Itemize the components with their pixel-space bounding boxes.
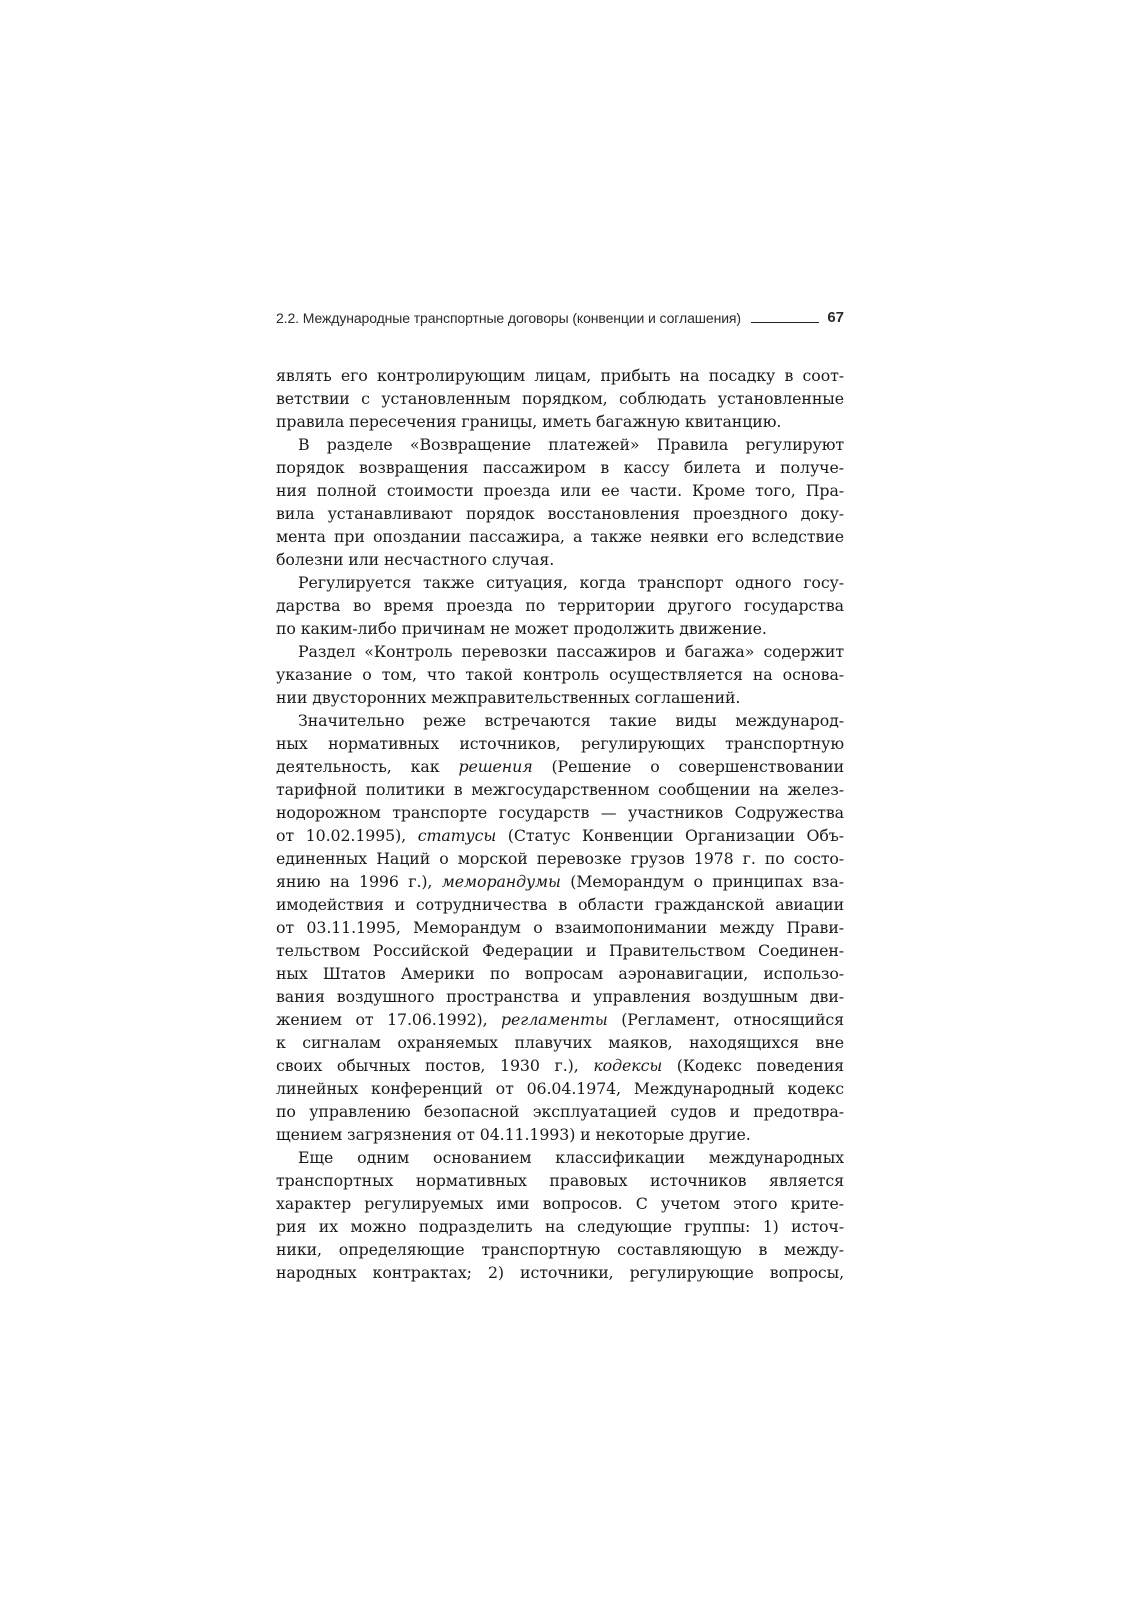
- text-line: [276, 364, 844, 387]
- text-segment: транспортных нормативных правовых источников является: [276, 1171, 844, 1190]
- text-segment: являть его контролирующим лицам, прибыть на посадку в соот-: [276, 366, 844, 385]
- text-line: [276, 525, 844, 548]
- text-line: [276, 893, 844, 916]
- text-line: [276, 732, 844, 755]
- text-line: [276, 433, 844, 456]
- text-line: [276, 824, 844, 847]
- text-segment: жением от 17.06.1992),: [276, 1010, 502, 1029]
- text-segment: по каким-либо причинам не может продолжить движение.: [276, 619, 767, 638]
- text-segment: указание о том, что такой контроль осуществляется на основа-: [276, 665, 844, 684]
- text-segment: от 03.11.1995, Меморандум о взаимопонимании между Прави-: [276, 918, 844, 937]
- text-segment: щением загрязнения от 04.11.1993) и некоторые другие.: [276, 1125, 751, 1144]
- text-segment: тельством Российской Федерации и Правительством Соединен-: [276, 941, 844, 960]
- running-header: [276, 304, 844, 326]
- text-line: [276, 1169, 844, 1192]
- text-line: [276, 686, 844, 709]
- text-line: [276, 594, 844, 617]
- text-line: [276, 1054, 844, 1077]
- text-segment: нодорожном транспорте государств — участников Содружества: [276, 803, 844, 822]
- text-line: [276, 778, 844, 801]
- text-segment: характер регулируемых ими вопросов. С учетом этого крите-: [276, 1194, 844, 1213]
- text-line: [276, 1192, 844, 1215]
- text-segment: ния полной стоимости проезда или ее части. Кроме того, Пра-: [276, 481, 844, 500]
- text-line: [276, 479, 844, 502]
- text-line: [276, 847, 844, 870]
- text-segment: болезни или несчастного случая.: [276, 550, 555, 569]
- text-segment: Еще одним основанием классификации международных: [298, 1148, 844, 1167]
- text-segment: единенных Наций о морской перевозке грузов 1978 г. по состо-: [276, 849, 844, 868]
- text-segment: ники, определяющие транспортную составляющую в между-: [276, 1240, 844, 1259]
- text-line: [276, 962, 844, 985]
- text-line: [276, 1100, 844, 1123]
- text-line: [276, 1031, 844, 1054]
- text-line: [276, 985, 844, 1008]
- text-line: [276, 640, 844, 663]
- text-line: [276, 1008, 844, 1031]
- text-line: [276, 801, 844, 824]
- text-segment: мента при опоздании пассажира, а также неявки его вследствие: [276, 527, 844, 546]
- text-line: [276, 709, 844, 732]
- text-line: [276, 410, 844, 433]
- text-segment: правила пересечения границы, иметь багажную квитанцию.: [276, 412, 782, 431]
- text-segment: (Решение о совершенствовании: [532, 757, 845, 776]
- italic-term: кодексы: [593, 1056, 663, 1075]
- text-line: [276, 1146, 844, 1169]
- italic-term: регламенты: [501, 1010, 608, 1029]
- text-segment: деятельность, как: [276, 757, 459, 776]
- text-line: [276, 939, 844, 962]
- text-segment: нии двусторонних межправительственных соглашений.: [276, 688, 741, 707]
- text-line: [276, 617, 844, 640]
- text-segment: ветствии с установленным порядком, соблюдать установленные: [276, 389, 844, 408]
- text-segment: Регулируется также ситуация, когда транспорт одного госу-: [298, 573, 844, 592]
- text-segment: (Статус Конвенции Организации Объ-: [496, 826, 844, 845]
- text-line: [276, 663, 844, 686]
- text-segment: вания воздушного пространства и управления воздушным дви-: [276, 987, 844, 1006]
- text-segment: тарифной политики в межгосударственном сообщении на желез-: [276, 780, 844, 799]
- text-line: [276, 548, 844, 571]
- page-number: 67: [827, 309, 844, 326]
- text-segment: Значительно реже встречаются такие виды международ-: [298, 711, 844, 730]
- text-line: [276, 571, 844, 594]
- text-segment: янию на 1996 г.),: [276, 872, 442, 891]
- text-line: [276, 387, 844, 410]
- text-line: [276, 1215, 844, 1238]
- text-segment: имодействия и сотрудничества в области гражданской авиации: [276, 895, 844, 914]
- text-segment: народных контрактах; 2) источники, регулирующие вопросы,: [276, 1263, 844, 1282]
- header-rule: [751, 322, 819, 323]
- text-segment: от 10.02.1995),: [276, 826, 418, 845]
- italic-term: решения: [458, 757, 533, 776]
- text-line: [276, 870, 844, 893]
- text-segment: своих обычных постов, 1930 г.),: [276, 1056, 594, 1075]
- text-line: [276, 502, 844, 525]
- text-segment: по управлению безопасной эксплуатацией судов и предотвра-: [276, 1102, 844, 1121]
- text-segment: дарства во время проезда по территории другого государства: [276, 596, 844, 615]
- text-line: [276, 1123, 844, 1146]
- text-segment: В разделе «Возвращение платежей» Правила регулируют: [298, 435, 844, 454]
- text-segment: рия их можно подразделить на следующие группы: 1) источ-: [276, 1217, 844, 1236]
- text-segment: вила устанавливают порядок восстановления проездного доку-: [276, 504, 844, 523]
- text-line: [276, 1238, 844, 1261]
- text-segment: ных нормативных источников, регулирующих транспортную: [276, 734, 844, 753]
- text-line: [276, 456, 844, 479]
- text-line: [276, 916, 844, 939]
- text-segment: ных Штатов Америки по вопросам аэронавигации, использо-: [276, 964, 844, 983]
- italic-term: статусы: [417, 826, 497, 845]
- text-line: [276, 755, 844, 778]
- body-text: [276, 364, 844, 1284]
- text-segment: линейных конференций от 06.04.1974, Международный кодекс: [276, 1079, 844, 1098]
- section-title: 2.2. Международные транспортные договоры (конвенции и соглашения): [276, 310, 741, 326]
- text-segment: к сигналам охраняемых плавучих маяков, находящихся вне: [276, 1033, 844, 1052]
- text-line: [276, 1077, 844, 1100]
- text-line: [276, 1261, 844, 1284]
- text-segment: Раздел «Контроль перевозки пассажиров и багажа» содержит: [298, 642, 844, 661]
- text-segment: (Меморандум о принципах вза-: [560, 872, 844, 891]
- text-segment: (Кодекс поведения: [662, 1056, 844, 1075]
- text-segment: порядок возвращения пассажиром в кассу билета и получе-: [276, 458, 844, 477]
- italic-term: меморандумы: [441, 872, 561, 891]
- text-segment: (Регламент, относящийся: [607, 1010, 844, 1029]
- book-page: [276, 304, 844, 1284]
